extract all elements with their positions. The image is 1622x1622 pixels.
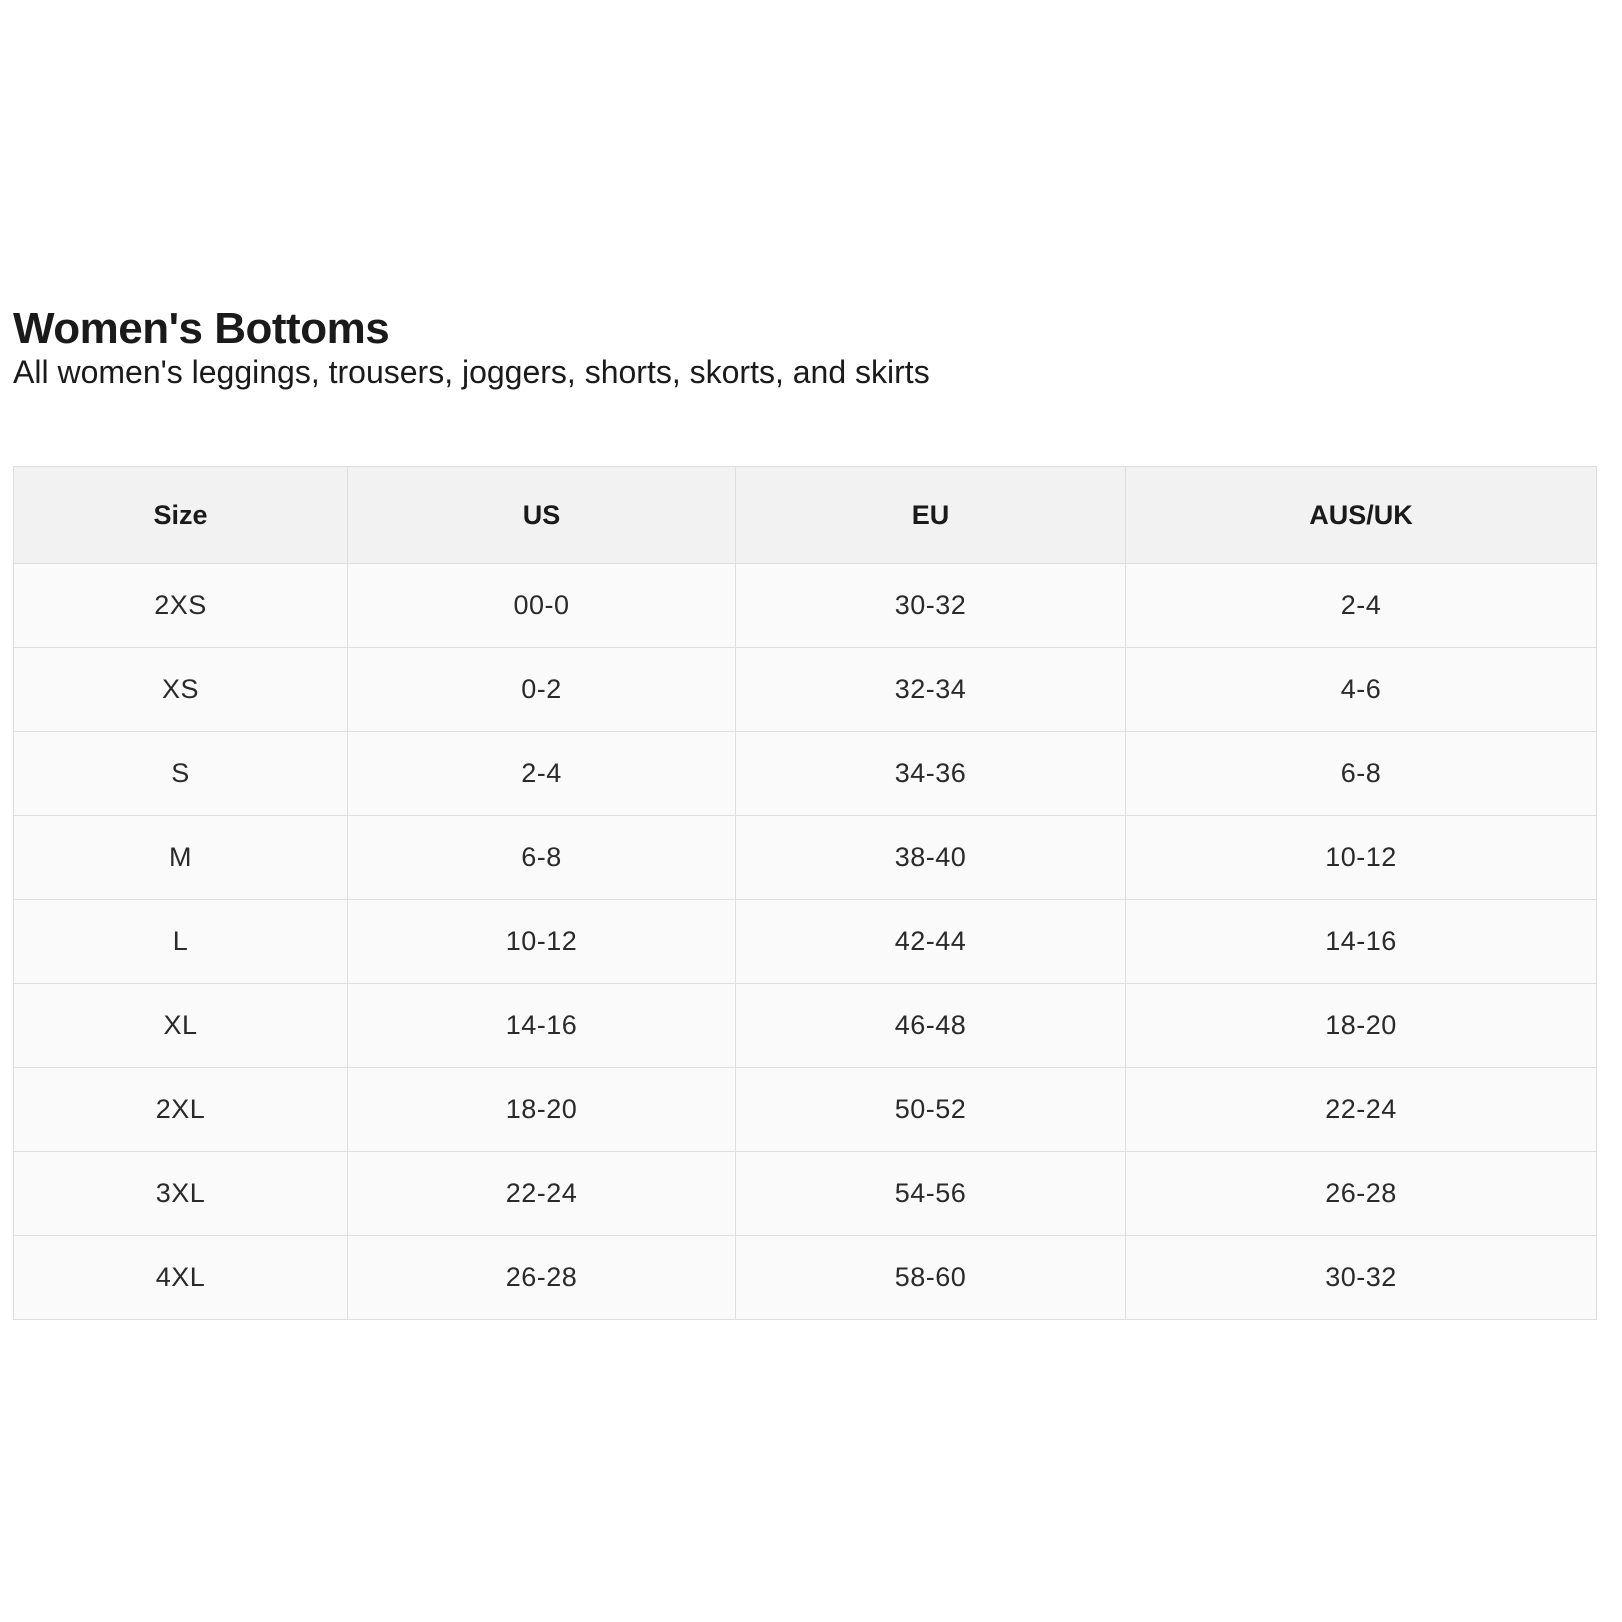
- table-cell: XS: [14, 648, 348, 732]
- table-row: [14, 732, 1597, 816]
- table-row: [14, 816, 1597, 900]
- table-row: [14, 984, 1597, 1068]
- table-cell: 46-48: [736, 984, 1126, 1068]
- table-cell: 42-44: [736, 900, 1126, 984]
- table-cell: 22-24: [1126, 1068, 1597, 1152]
- table-cell: 26-28: [1126, 1152, 1597, 1236]
- column-header-eu: EU: [736, 467, 1126, 564]
- table-row: [14, 1068, 1597, 1152]
- table-row: [14, 900, 1597, 984]
- column-header-aus-uk: AUS/UK: [1126, 467, 1597, 564]
- table-cell: 14-16: [348, 984, 736, 1068]
- table-cell: 6-8: [348, 816, 736, 900]
- column-header-size: Size: [14, 467, 348, 564]
- table-cell: 18-20: [1126, 984, 1597, 1068]
- table-cell: 22-24: [348, 1152, 736, 1236]
- table-cell: 2-4: [1126, 564, 1597, 648]
- table-cell: 4-6: [1126, 648, 1597, 732]
- size-chart-table: [13, 466, 1597, 1320]
- table-cell: 0-2: [348, 648, 736, 732]
- table-cell: 38-40: [736, 816, 1126, 900]
- table-row: [14, 1152, 1597, 1236]
- table-cell: 32-34: [736, 648, 1126, 732]
- table-cell: 54-56: [736, 1152, 1126, 1236]
- table-cell: 6-8: [1126, 732, 1597, 816]
- table-cell: 18-20: [348, 1068, 736, 1152]
- table-cell: L: [14, 900, 348, 984]
- table-row: [14, 648, 1597, 732]
- table-cell: 30-32: [1126, 1236, 1597, 1320]
- table-cell: 2XL: [14, 1068, 348, 1152]
- table-cell: S: [14, 732, 348, 816]
- table-header-row: [14, 467, 1597, 564]
- table-cell: 3XL: [14, 1152, 348, 1236]
- table-cell: 10-12: [1126, 816, 1597, 900]
- table-cell: 26-28: [348, 1236, 736, 1320]
- column-header-us: US: [348, 467, 736, 564]
- table-cell: 10-12: [348, 900, 736, 984]
- table-cell: 00-0: [348, 564, 736, 648]
- table-cell: XL: [14, 984, 348, 1068]
- table-cell: 58-60: [736, 1236, 1126, 1320]
- table-cell: 2XS: [14, 564, 348, 648]
- table-cell: 2-4: [348, 732, 736, 816]
- table-cell: 14-16: [1126, 900, 1597, 984]
- table-cell: 4XL: [14, 1236, 348, 1320]
- page-title: Women's Bottoms: [13, 304, 390, 353]
- table-row: [14, 564, 1597, 648]
- table-cell: M: [14, 816, 348, 900]
- page-subtitle: All women's leggings, trousers, joggers, shorts, skorts, and skirts: [13, 354, 930, 390]
- table-cell: 34-36: [736, 732, 1126, 816]
- table-cell: 50-52: [736, 1068, 1126, 1152]
- table-row: [14, 1236, 1597, 1320]
- table-cell: 30-32: [736, 564, 1126, 648]
